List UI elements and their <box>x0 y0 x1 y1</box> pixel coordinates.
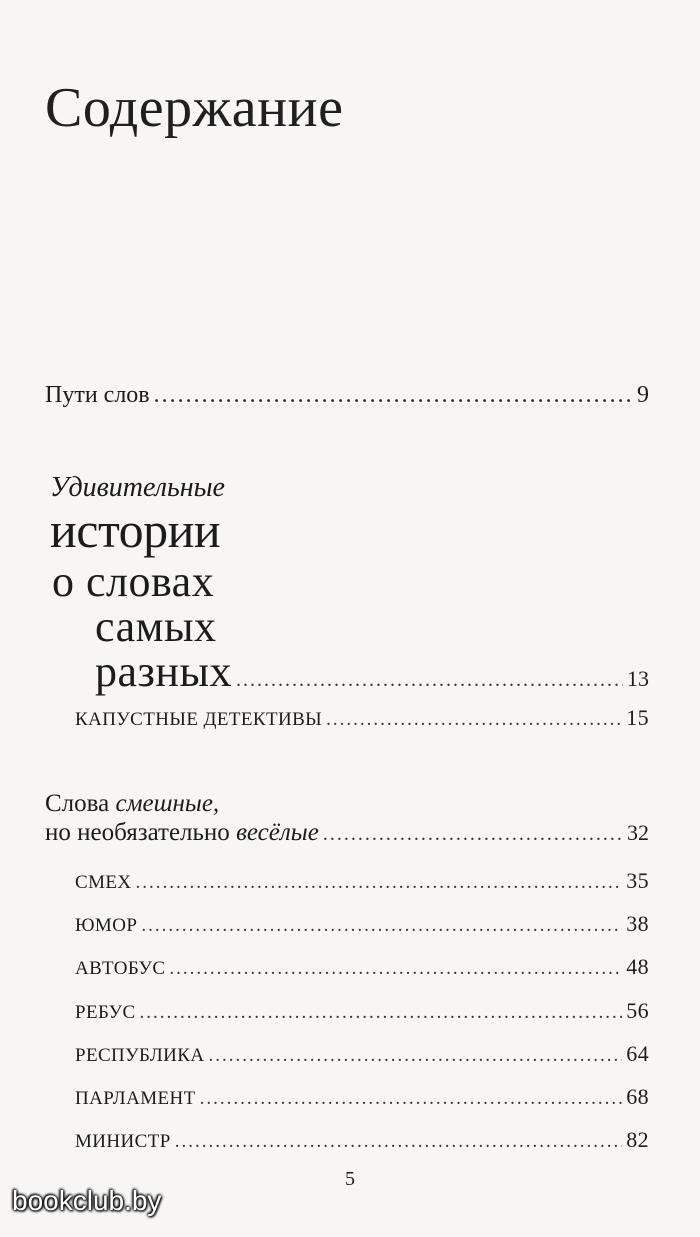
page-number: 5 <box>345 1168 355 1190</box>
section-heading-italic: весёлые <box>236 819 319 846</box>
toc-entry-label: МИНИСТР <box>75 1131 171 1152</box>
toc-entry-page: 15 <box>626 705 649 730</box>
section-heading-line: разных <box>95 647 233 696</box>
toc-entry-cabbage[interactable] <box>75 707 649 729</box>
toc-entry-label: КАПУСТНЫЕ ДЕТЕКТИВЫ <box>75 709 323 730</box>
toc-entry-page: 56 <box>626 998 649 1023</box>
toc-entry-parlament[interactable] <box>75 1086 649 1108</box>
toc-entry-paths[interactable] <box>45 383 649 407</box>
toc-entry-label: СМЕХ <box>75 872 132 893</box>
toc-entry-section2[interactable] <box>45 820 649 845</box>
toc-entry-section1[interactable] <box>95 647 649 696</box>
leader-dots <box>141 916 622 935</box>
section-heading <box>45 790 219 818</box>
toc-entry-page: 38 <box>626 911 649 936</box>
toc-entry-yumor[interactable] <box>75 913 649 935</box>
page-title: Содержание <box>45 77 344 139</box>
watermark-logo: bookclub.by <box>12 1185 162 1216</box>
toc-entry-page: 64 <box>626 1041 649 1066</box>
toc-entry-page: 35 <box>626 868 649 893</box>
toc-entry-page: 48 <box>626 954 649 979</box>
toc-entry-label: РЕСПУБЛИКА <box>75 1045 205 1066</box>
leader-dots <box>136 873 623 892</box>
toc-entry-label <box>45 820 319 845</box>
leader-dots <box>169 959 622 978</box>
toc-entry-avtobus[interactable] <box>75 956 649 978</box>
toc-entry-rebus[interactable] <box>75 1000 649 1022</box>
toc-entry-page: 68 <box>626 1084 649 1109</box>
toc-entry-page: 82 <box>626 1127 649 1152</box>
leader-dots <box>200 1089 623 1108</box>
toc-entry-label: ЮМОР <box>75 915 138 936</box>
toc-entry-page: 32 <box>627 820 649 845</box>
section-heading-line: истории <box>50 502 221 558</box>
leader-dots <box>326 710 622 729</box>
section-heading-italic: смешные, <box>115 790 220 817</box>
section-heading-text: но необязательно <box>45 819 237 846</box>
section-heading-italic: Удивительные <box>50 472 225 503</box>
leader-dots <box>323 824 623 844</box>
toc-entry-label: ПАРЛАМЕНТ <box>75 1088 196 1109</box>
toc-entry-label: АВТОБУС <box>75 958 166 979</box>
leader-dots <box>236 670 623 690</box>
toc-entry-page: 13 <box>627 666 649 691</box>
section-heading-line: самых <box>95 602 217 651</box>
toc-entry-smeh[interactable] <box>75 870 649 892</box>
section-heading-line: о словах <box>52 557 215 606</box>
toc-entry-page: 9 <box>637 382 649 408</box>
toc-entry-label: Пути слов <box>45 382 150 408</box>
toc-entry-respublika[interactable] <box>75 1043 649 1065</box>
toc-entry-ministr[interactable] <box>75 1129 649 1151</box>
leader-dots <box>175 1132 622 1151</box>
section-heading-text: Слова <box>45 790 116 817</box>
leader-dots <box>154 383 633 407</box>
toc-entry-label: РЕБУС <box>75 1002 136 1023</box>
leader-dots <box>208 1046 622 1065</box>
leader-dots <box>140 1003 623 1022</box>
